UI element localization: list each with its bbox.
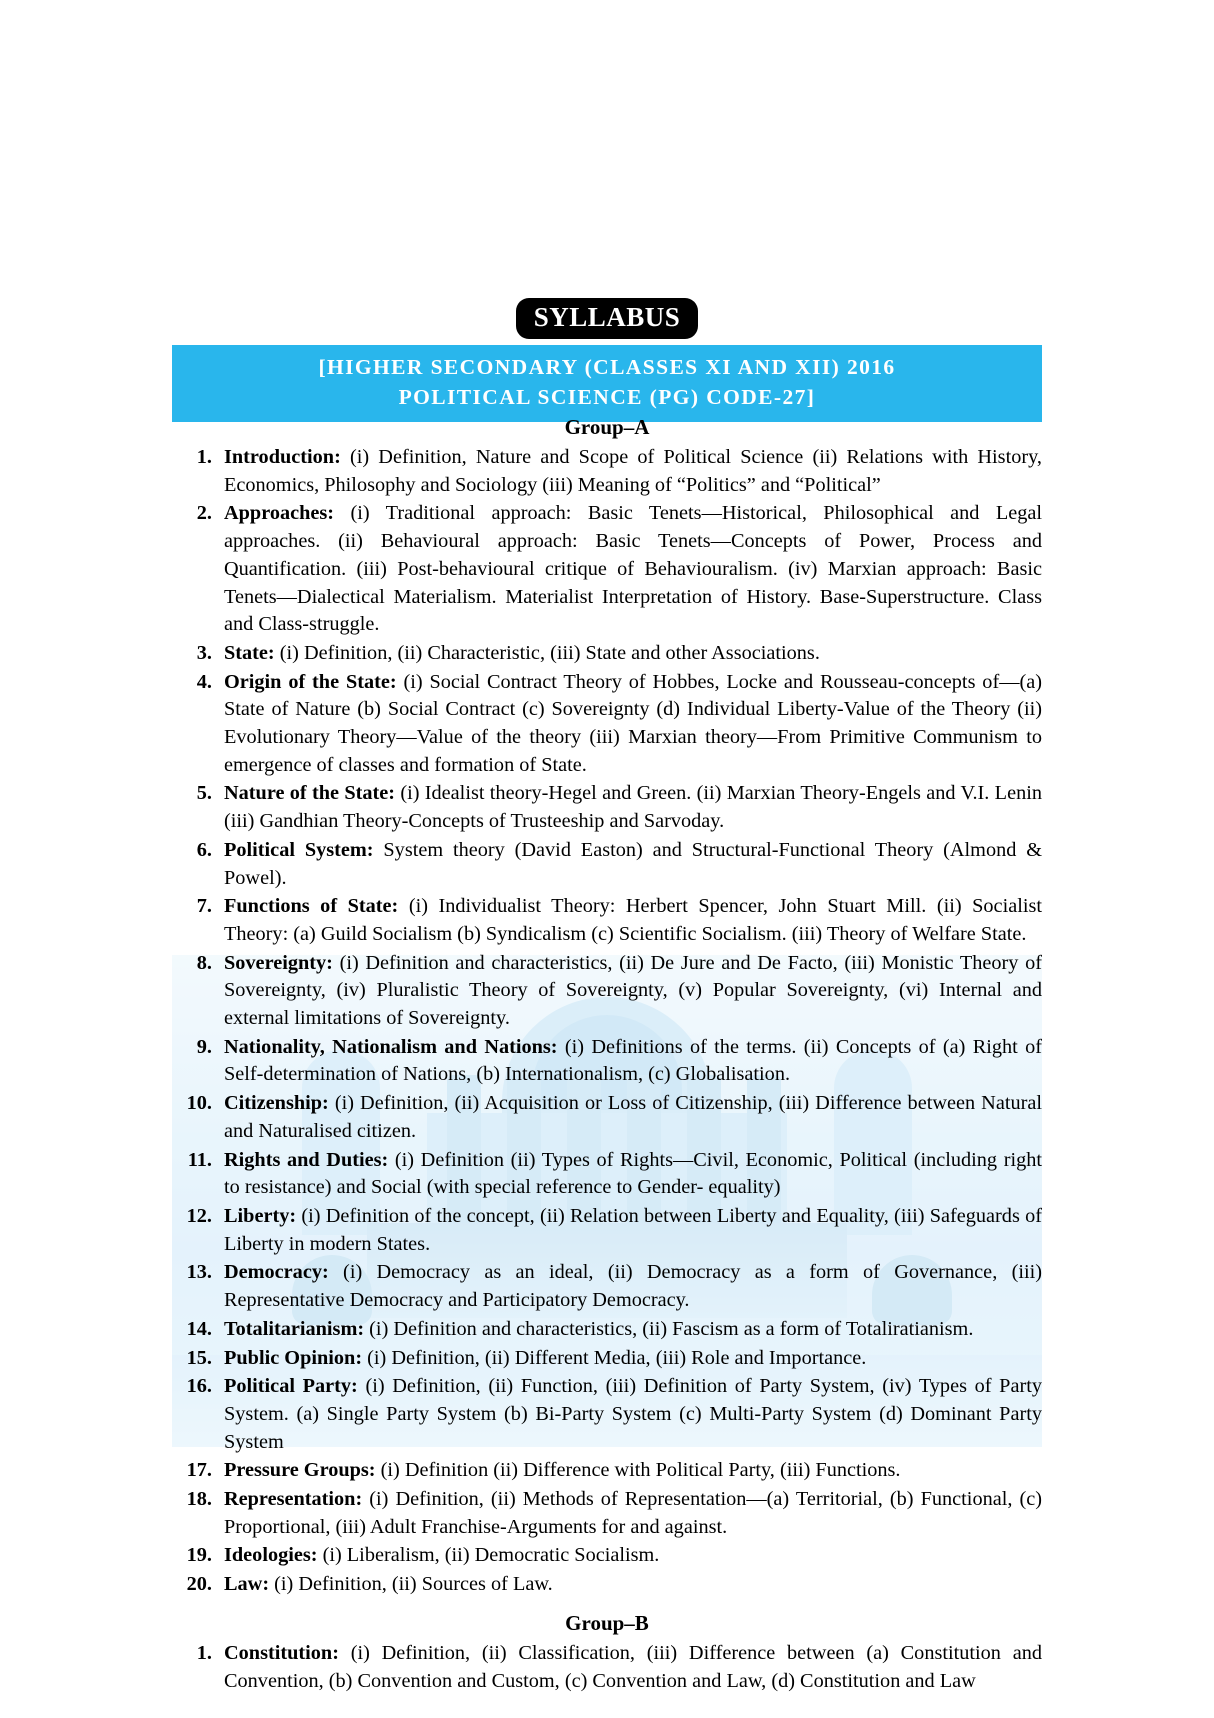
syllabus-header-bar bbox=[172, 345, 1042, 422]
item-term: Representation: bbox=[224, 1488, 363, 1511]
item-text: (i) Definition, (ii) Sources of Law. bbox=[269, 1573, 553, 1596]
item-text: (i) Traditional approach: Basic Tenets—Historical, Philosophical and Legal approaches. (ii) Behavioural approach: Basic Tenets—Concepts of Power, Process and Quantification. (iii) Post-behavioural critique of Behaviouralism. (iv) Marxian approach: Basic Tenets—Dialectical Materialism. Materialist Interpretation of History. Base-Superstructure. Class and Class-struggle. bbox=[224, 502, 1042, 636]
item-term: State: bbox=[224, 641, 275, 664]
item-term: Public Opinion: bbox=[224, 1346, 363, 1369]
group-a-heading: Group–A bbox=[564, 415, 650, 439]
group-b-heading: Group–B bbox=[565, 1610, 649, 1635]
item-number: 15. bbox=[186, 1346, 212, 1369]
item-text: (i) Definition (ii) Types of Rights—Civil, Economic, Political (including right to resistance) and Social (with special reference to Gender- equality) bbox=[224, 1148, 1042, 1199]
item-number: 5. bbox=[196, 782, 212, 805]
item-number: 19. bbox=[186, 1544, 212, 1567]
list-item bbox=[172, 1316, 1042, 1344]
item-text: (i) Definition, (ii) Acquisition or Loss of Citizenship, (iii) Difference between Natural and Naturalised citizen. bbox=[224, 1092, 1042, 1142]
item-number: 2. bbox=[196, 502, 212, 525]
item-term: Totalitarianism: bbox=[224, 1317, 365, 1340]
item-term: Political Party: bbox=[224, 1375, 358, 1398]
list-item bbox=[172, 500, 1042, 639]
header-line-2: POLITICAL SCIENCE (PG) CODE-27] bbox=[398, 384, 816, 409]
item-text: (i) Definition and characteristics, (ii) De Jure and De Facto, (iii) Monistic Theory of Sovereignty, (iv) Pluralistic Theory of Sovereignty, (v) Popular Sovereignty, (vi) Internal and external limitations of Sovereignty. bbox=[224, 951, 1042, 1030]
item-number: 14. bbox=[186, 1317, 212, 1340]
item-term: Constitution: bbox=[224, 1641, 339, 1664]
list-item bbox=[172, 1147, 1042, 1202]
item-number: 1. bbox=[196, 446, 212, 468]
item-text: (i) Social Contract Theory of Hobbes, Locke and Rousseau-concepts of—(a) State of Nature (b) Social Contract (c) Sovereignty (d) Individual Liberty-Value of the Theory (ii) Evolutionary Theory—Value of the theory (iii) Marxian theory—From Primitive Communism to emergence of classes and formation of State. bbox=[224, 670, 1042, 776]
item-number: 17. bbox=[186, 1459, 212, 1482]
item-number: 13. bbox=[186, 1261, 212, 1284]
item-text: (i) Definitions of the terms. (ii) Concepts of (a) Right of Self-determination of Nations, (b) Internationalism, (c) Globalisation. bbox=[224, 1035, 1042, 1086]
list-item bbox=[172, 1373, 1042, 1456]
list-item bbox=[172, 1259, 1042, 1314]
item-number: 3. bbox=[196, 641, 212, 664]
item-text: (i) Definition, (ii) Different Media, (iii) Role and Importance. bbox=[362, 1346, 867, 1369]
header-line-1: [HIGHER SECONDARY (CLASSES XI AND XII) 2016 bbox=[318, 355, 896, 379]
item-number: 8. bbox=[196, 951, 212, 974]
item-term: Liberty: bbox=[224, 1204, 297, 1227]
item-text: (i) Definition, (ii) Function, (iii) Definition of Party System, (iv) Types of Party System. (a) Single Party System (b) Bi-Party System (c) Multi-Party System (d) Dominant Party System bbox=[224, 1375, 1042, 1453]
list-item bbox=[172, 1345, 1042, 1373]
item-text: (i) Definition, (ii) Classification, (iii) Difference between (a) Constitution and Convention, (b) Convention and Custom, (c) Convention and Law, (d) Constitution and Law bbox=[224, 1641, 1042, 1692]
item-number: 20. bbox=[186, 1573, 212, 1596]
syllabus-content bbox=[172, 412, 1042, 1696]
item-number: 16. bbox=[186, 1375, 212, 1398]
item-term: Nature of the State: bbox=[224, 782, 396, 805]
item-number: 11. bbox=[187, 1148, 212, 1171]
item-number: 12. bbox=[186, 1204, 212, 1227]
item-number: 1. bbox=[196, 1641, 212, 1664]
list-item bbox=[172, 780, 1042, 835]
item-text: (i) Definition, (ii) Characteristic, (iii) State and other Associations. bbox=[274, 641, 820, 664]
item-term: Sovereignty: bbox=[224, 951, 333, 974]
item-text: (i) Definition, Nature and Scope of Political Science (ii) Relations with History, Economics, Philosophy and Sociology (iii) Meaning of “Politics” and “Political” bbox=[224, 446, 1042, 496]
list-item bbox=[172, 1486, 1042, 1541]
list-item bbox=[172, 1571, 1042, 1599]
item-term: Functions of State: bbox=[224, 895, 399, 918]
item-number: 4. bbox=[196, 670, 212, 693]
item-term: Origin of the State: bbox=[224, 670, 397, 693]
item-number: 9. bbox=[196, 1035, 212, 1058]
item-term: Citizenship: bbox=[224, 1092, 329, 1115]
syllabus-title-container bbox=[0, 298, 1214, 339]
item-text: (i) Idealist theory-Hegel and Green. (ii) Marxian Theory-Engels and V.I. Lenin (iii) Gandhian Theory-Concepts of Trusteeship and Sarvoday. bbox=[224, 782, 1042, 833]
item-term: Pressure Groups: bbox=[224, 1459, 376, 1482]
item-number: 7. bbox=[196, 895, 212, 918]
list-item bbox=[172, 1090, 1042, 1145]
list-item bbox=[172, 1542, 1042, 1570]
item-text: (i) Definition (ii) Difference with Political Party, (iii) Functions. bbox=[375, 1459, 901, 1482]
item-text: System theory (David Easton) and Structural-Functional Theory (Almond & Powel). bbox=[224, 838, 1042, 889]
item-term: Political System: bbox=[224, 838, 374, 861]
list-item bbox=[172, 1203, 1042, 1258]
list-item bbox=[172, 444, 1042, 499]
list-item bbox=[172, 950, 1042, 1033]
syllabus-body-text bbox=[172, 415, 1042, 1695]
list-item bbox=[172, 1640, 1042, 1695]
list-item bbox=[172, 837, 1042, 892]
list-item bbox=[172, 640, 1042, 668]
list-item bbox=[172, 669, 1042, 780]
item-term: Ideologies: bbox=[224, 1544, 318, 1567]
item-text: (i) Definition of the concept, (ii) Relation between Liberty and Equality, (iii) Safeguards of Liberty in modern States. bbox=[224, 1204, 1042, 1255]
list-item bbox=[172, 1457, 1042, 1485]
group-a-list bbox=[172, 444, 1042, 1599]
item-text: (i) Definition, (ii) Methods of Representation—(a) Territorial, (b) Functional, (c) Proportional, (iii) Adult Franchise-Arguments for and against. bbox=[224, 1488, 1042, 1538]
item-term: Introduction: bbox=[224, 446, 341, 468]
item-term: Rights and Duties: bbox=[224, 1148, 389, 1171]
item-text: (i) Individualist Theory: Herbert Spencer, John Stuart Mill. (ii) Socialist Theory: (a) Guild Socialism (b) Syndicalism (c) Scientific Socialism. (iii) Theory of Welfare State. bbox=[224, 895, 1042, 945]
item-number: 18. bbox=[186, 1488, 212, 1511]
list-item bbox=[172, 1034, 1042, 1089]
item-text: (i) Democracy as an ideal, (ii) Democracy as a form of Governance, (iii) Representative Democracy and Participatory Democracy. bbox=[224, 1261, 1042, 1312]
item-number: 10. bbox=[186, 1092, 212, 1115]
item-text: (i) Definition and characteristics, (ii) Fascism as a form of Totaliratianism. bbox=[364, 1317, 974, 1340]
item-term: Approaches: bbox=[224, 502, 335, 525]
group-b-list bbox=[172, 1640, 1042, 1695]
item-number: 6. bbox=[196, 838, 212, 861]
item-term: Nationality, Nationalism and Nations: bbox=[224, 1035, 558, 1058]
item-term: Democracy: bbox=[224, 1261, 329, 1284]
item-term: Law: bbox=[224, 1573, 270, 1596]
page-title: SYLLABUS bbox=[516, 298, 699, 339]
item-text: (i) Liberalism, (ii) Democratic Socialism. bbox=[317, 1544, 660, 1567]
list-item bbox=[172, 893, 1042, 948]
